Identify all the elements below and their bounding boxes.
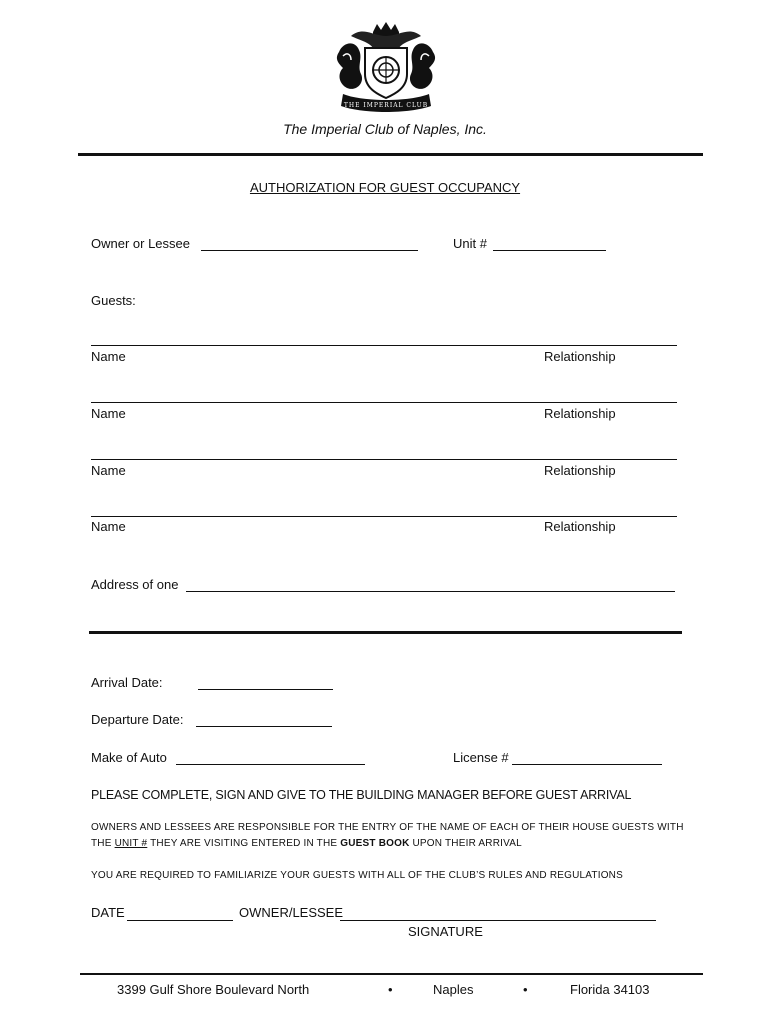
arrival-date-label: Arrival Date:: [91, 675, 163, 690]
guest-4-field[interactable]: [91, 516, 677, 517]
owner-lessee-label: Owner or Lessee: [91, 236, 190, 251]
owner-lessee-signature-label: OWNER/LESSEE: [239, 905, 344, 920]
guest-2-field[interactable]: [91, 402, 677, 403]
make-of-auto-field[interactable]: [176, 764, 365, 765]
crest-ribbon-text: THE IMPERIAL CLUB: [343, 102, 429, 109]
make-of-auto-label: Make of Auto: [91, 750, 167, 765]
guest-1-name-label: Name: [91, 349, 126, 364]
notice-unit-emphasis: UNIT #: [114, 838, 148, 849]
notice-line-2: [91, 838, 522, 849]
section-divider: [89, 631, 682, 634]
guest-2-name-label: Name: [91, 406, 126, 421]
club-name: The Imperial Club of Naples, Inc.: [283, 121, 487, 137]
guest-3-relationship-label: Relationship: [544, 463, 616, 478]
license-field[interactable]: [512, 764, 662, 765]
guest-3-field[interactable]: [91, 459, 677, 460]
owner-lessee-signature-field[interactable]: [340, 920, 656, 921]
guest-1-relationship-label: Relationship: [544, 349, 616, 364]
notice-guest-book-emphasis: GUEST BOOK: [340, 838, 410, 849]
footer-bullet-2: •: [523, 982, 528, 997]
instruction-main: PLEASE COMPLETE, SIGN AND GIVE TO THE BUILDING MANAGER BEFORE GUEST ARRIVAL: [91, 788, 632, 802]
footer-bullet-1: •: [388, 982, 393, 997]
departure-date-field[interactable]: [196, 726, 332, 727]
date-label: DATE: [91, 905, 125, 920]
guest-4-name-label: Name: [91, 519, 126, 534]
guest-1-field[interactable]: [91, 345, 677, 346]
arrival-date-field[interactable]: [198, 689, 333, 690]
notice-text-visiting: THEY ARE VISITING ENTERED IN THE: [150, 838, 338, 849]
notice-rules: YOU ARE REQUIRED TO FAMILIARIZE YOUR GUESTS WITH ALL OF THE CLUB’S RULES AND REGULATIONS: [91, 870, 623, 881]
signature-caption: SIGNATURE: [408, 924, 483, 939]
address-field[interactable]: [186, 591, 675, 592]
club-crest-logo: [333, 22, 439, 112]
notice-text-the: THE: [91, 838, 112, 849]
header-divider: [78, 153, 703, 156]
footer-street-address: 3399 Gulf Shore Boulevard North: [117, 982, 310, 997]
footer-city: Naples: [433, 982, 474, 997]
guest-3-name-label: Name: [91, 463, 126, 478]
owner-lessee-field[interactable]: [201, 250, 418, 251]
footer-state-zip: Florida 34103: [570, 982, 650, 997]
date-field[interactable]: [127, 920, 233, 921]
guest-4-relationship-label: Relationship: [544, 519, 616, 534]
address-label: Address of one: [91, 577, 179, 592]
license-label: License #: [453, 750, 509, 765]
notice-line-1: OWNERS AND LESSEES ARE RESPONSIBLE FOR THE ENTRY OF THE NAME OF EACH OF THEIR HOUSE GUESTS WITH: [91, 822, 684, 833]
guest-2-relationship-label: Relationship: [544, 406, 616, 421]
unit-field[interactable]: [493, 250, 606, 251]
guests-label: Guests:: [91, 293, 136, 308]
unit-label: Unit #: [453, 236, 487, 251]
departure-date-label: Departure Date:: [91, 712, 184, 727]
footer-divider: [80, 973, 703, 975]
form-title: AUTHORIZATION FOR GUEST OCCUPANCY: [249, 180, 521, 195]
notice-text-arrival: UPON THEIR ARRIVAL: [412, 838, 522, 849]
